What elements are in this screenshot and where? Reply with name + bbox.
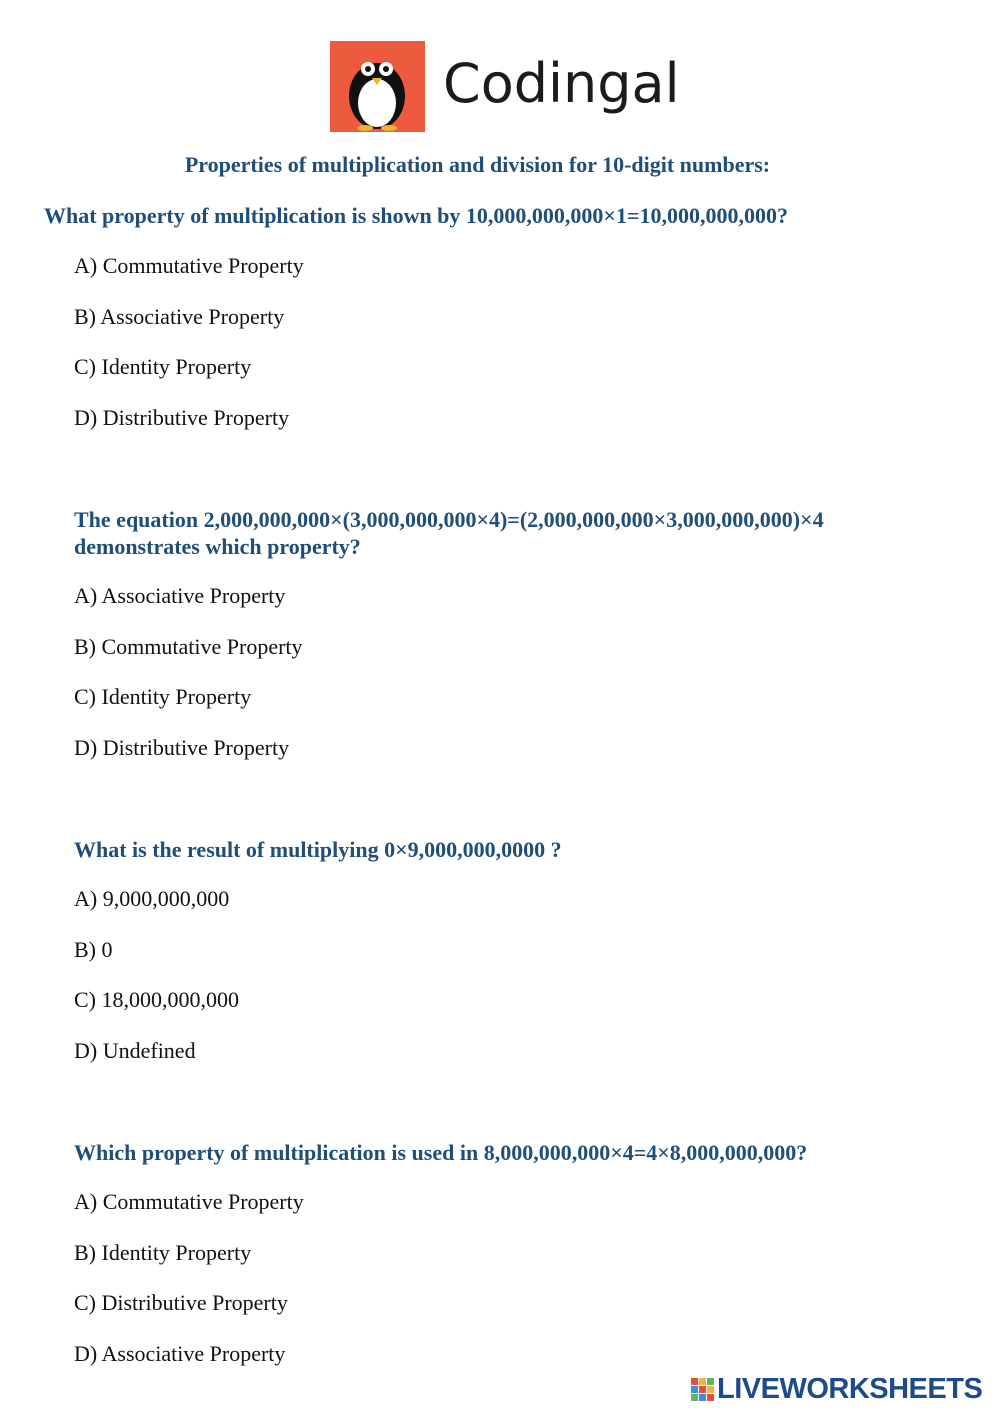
penguin-logo-icon <box>330 41 425 132</box>
question-1-option-b[interactable]: B) Associative Property <box>74 304 285 329</box>
question-2-option-a[interactable]: A) Associative Property <box>74 583 286 608</box>
page-title: Properties of multiplication and division for 10-digit numbers: <box>184 152 771 177</box>
liveworksheets-grid-icon <box>691 1378 715 1402</box>
question-1-option-c[interactable]: C) Identity Property <box>74 354 252 379</box>
question-3-option-b[interactable]: B) 0 <box>74 937 113 962</box>
question-2-option-d[interactable]: D) Distributive Property <box>74 735 290 760</box>
liveworksheets-logo <box>691 1372 991 1406</box>
question-4-option-b[interactable]: B) Identity Property <box>74 1240 252 1265</box>
question-2-text-line-2: demonstrates which property? <box>74 534 361 559</box>
question-4-option-a[interactable]: A) Commutative Property <box>74 1189 304 1214</box>
question-2-option-c[interactable]: C) Identity Property <box>74 684 252 709</box>
codingal-logo <box>330 41 690 132</box>
question-1-option-d[interactable]: D) Distributive Property <box>74 405 290 430</box>
question-1-option-a[interactable]: A) Commutative Property <box>74 253 304 278</box>
question-4-option-c[interactable]: C) Distributive Property <box>74 1290 288 1315</box>
question-2-option-b[interactable]: B) Commutative Property <box>74 634 303 659</box>
question-1-text: What property of multiplication is shown by 10,000,000,000×1=10,000,000,000? <box>44 203 788 228</box>
question-4-text: Which property of multiplication is used in 8,000,000,000×4=4×8,000,000,000? <box>74 1140 808 1165</box>
question-3-option-a[interactable]: A) 9,000,000,000 <box>74 886 230 911</box>
question-4-option-d[interactable]: D) Associative Property <box>74 1341 286 1366</box>
question-3-option-c[interactable]: C) 18,000,000,000 <box>74 987 239 1012</box>
question-3-option-d[interactable]: D) Undefined <box>74 1038 196 1063</box>
liveworksheets-text: LIVEWORKSHEETS <box>717 1373 983 1405</box>
question-3-text: What is the result of multiplying 0×9,000,000,0000 ? <box>74 837 562 862</box>
question-2-text-line-1: The equation 2,000,000,000×(3,000,000,000×4)=(2,000,000,000×3,000,000,000)×4 <box>74 507 824 532</box>
brand-name: Codingal <box>443 52 680 115</box>
